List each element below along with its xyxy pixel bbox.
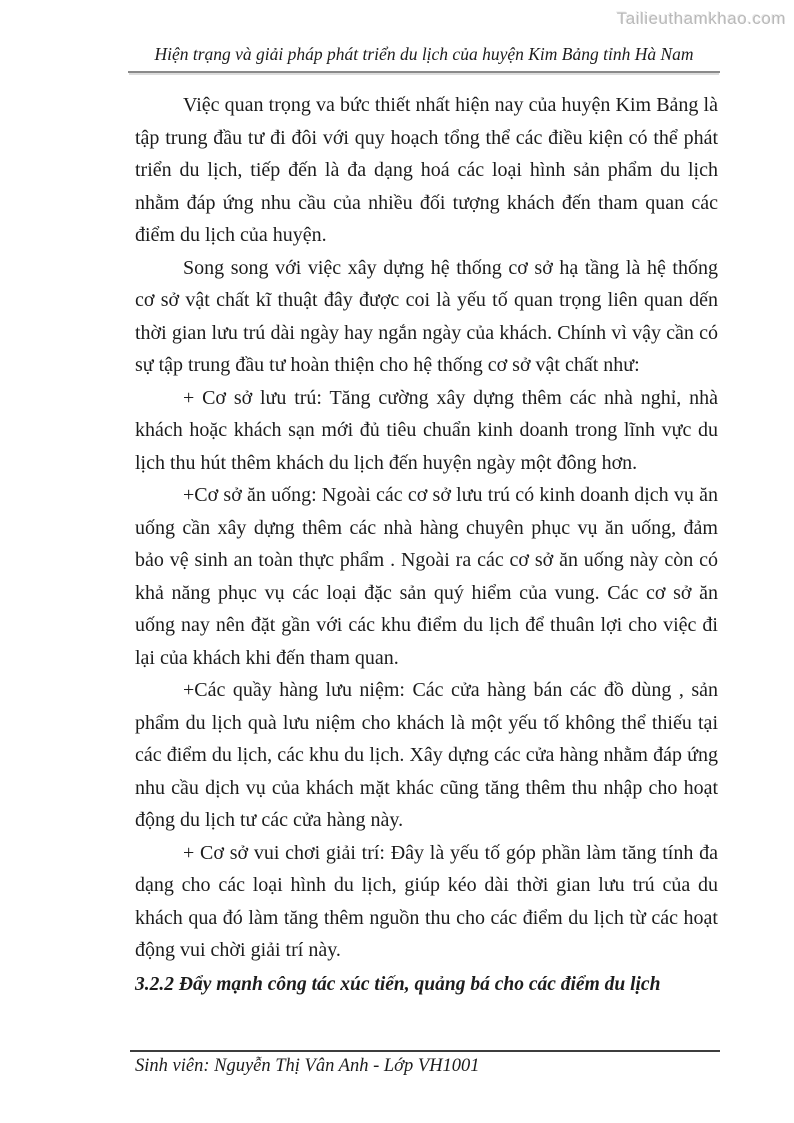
paragraph: + Cơ sở vui chơi giải trí: Đây là yếu tố góp phần làm tăng tính đa dạng cho các loại hình du lịch, giúp kéo dài thời gian lưu trú của du khách qua đó làm tăng thêm nguồn thu cho các điểm du lịch từ các hoạt động vui chời giải trí này. — [135, 841, 718, 961]
page-footer — [130, 1050, 720, 1077]
paragraph: +Các quầy hàng lưu niệm: Các cửa hàng bán các đồ dùng , sản phẩm du lịch quà lưu niệm cho khách là một yếu tố không thể thiếu tại các điểm du lịch, các khu du lịch. Xây dựng các cửa hàng nhằm đáp ứng nhu cầu dịch vụ của khách mặt khác cũng tăng thêm thu nhập cho hoạt động du lịch tư các cửa hàng này. — [135, 679, 718, 831]
paragraph: Việc quan trọng va bức thiết nhất hiện nay của huyện Kim Bảng là tập trung đầu tư đi đôi với quy hoạch tổng thể các điều kiện có thể phát triển du lịch, tiếp đến là đa dạng hoá các loại hình sản phẩm du lịch nhằm đáp ứng nhu cầu của nhiều đối tượng khách đến tham quan các điểm du lịch của huyện. — [135, 94, 718, 246]
watermark-text: Tailieuthamkhao.com — [616, 9, 786, 28]
paragraph: + Cơ sở lưu trú: Tăng cường xây dựng thêm các nhà nghỉ, nhà khách hoặc khách sạn mới đủ tiêu chuẩn kinh doanh trong lĩnh vực du lịch thu hút thêm khách du lịch đến huyện ngày một đông hơn. — [135, 386, 718, 474]
paragraph: +Cơ sở ăn uống: Ngoài các cơ sở lưu trú có kinh doanh dịch vụ ăn uống cần xây dựng thêm các nhà hàng chuyên phục vụ ăn uống, đảm bảo vệ sinh an toàn thực phẩm . Ngoài ra các cơ sở ăn uống này còn có khả năng phục vụ các loại đặc sản quý hiểm của vung. Các cơ sở ăn uống nay nên đặt gần với các khu điểm du lịch để thuân lợi cho việc đi lại của khách khi đến tham quan. — [135, 484, 718, 669]
paragraph: Song song với việc xây dựng hệ thống cơ sở hạ tầng là hệ thống cơ sở vật chất kĩ thuật đây được coi là yếu tố quan trọng liên quan dến thời gian lưu trú dài ngày hay ngắn ngày của khách. Chính vì vậy cần có sự tập trung đầu tư hoàn thiện cho hệ thống cơ sở vật chất như: — [135, 256, 718, 376]
footer-author-text: Sinh viên: Nguyễn Thị Vân Anh - Lớp VH1001 — [135, 1056, 480, 1076]
page-header-title: Hiện trạng và giải pháp phát triển du lịch của huyện Kim Bảng tỉnh Hà Nam — [128, 44, 720, 73]
document-body — [135, 89, 718, 1001]
section-heading-3-2-2: 3.2.2 Đẩy mạnh công tác xúc tiến, quảng bá cho các điểm du lịch — [135, 973, 661, 995]
